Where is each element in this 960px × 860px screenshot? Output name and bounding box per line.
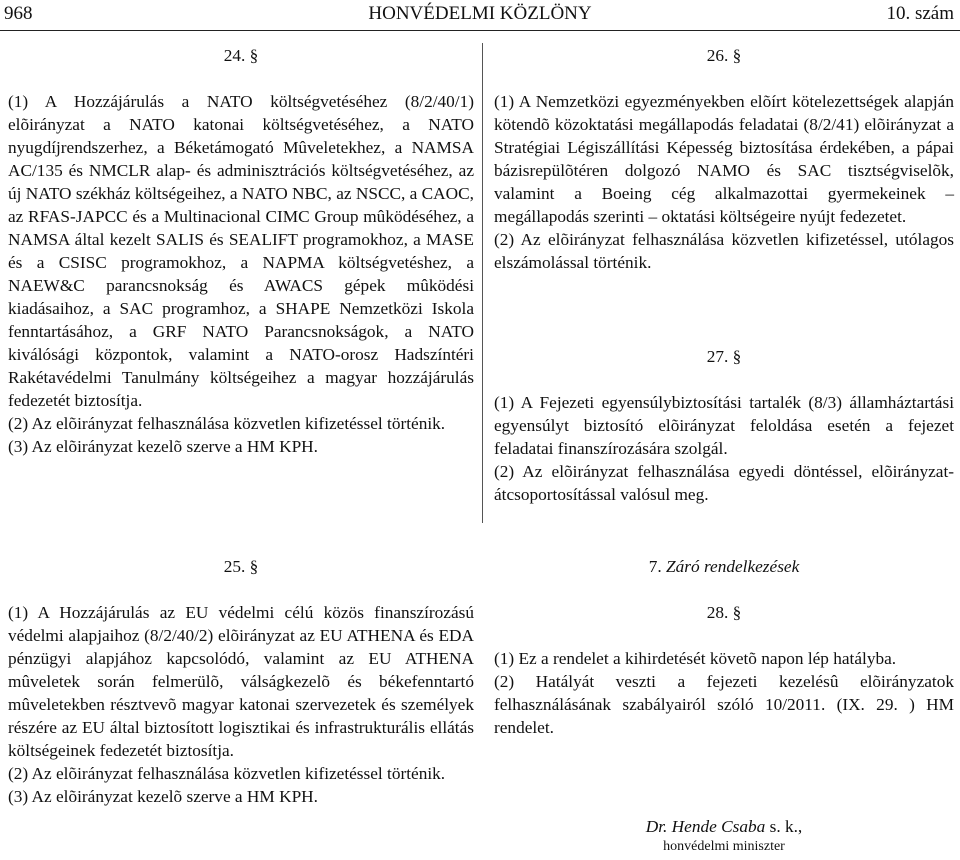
paragraph-1: (1) A Nemzetközi egyezményekben elõírt kötelezettségek alapján kötendõ közoktatási megállapodás feladatai (8/2/41) elõirányzat a Stratégiai Légiszállítási Képesség biztosítása érdekében, a pápai bázisrepülõtéren dolgozó NAMO és SAC tisztségviselõk, valamint a Boeing cég alkalmazottai gyermekeinek – megállapodás szerinti – oktatási költségeire nyújt fedezetet. <box>494 92 954 226</box>
section-27 <box>494 345 954 506</box>
chapter-title: Záró rendelkezések <box>666 557 800 576</box>
paragraph-2: (2) Az elõirányzat felhasználása közvetlen kifizetéssel, utólagos elszámolással történik. <box>494 230 954 272</box>
page-header <box>0 0 960 31</box>
issue-number: 10. szám <box>886 3 954 24</box>
paragraph-2: (2) Hatályát veszti a fejezeti kezelésû elõirányzatok felhasználásának szabályairól szóló 10/2011. (IX. 29. ) HM rendelet. <box>494 672 954 737</box>
section-title: 28. § <box>706 603 742 622</box>
paragraph-1: (1) A Fejezeti egyensúlybiztosítási tartalék (8/3) államháztartási egyensúlyt biztosító elõirányzat feloldása esetén a fejezet feladatai finanszírozására szolgál. <box>494 393 954 458</box>
section-title: 26. § <box>706 46 742 65</box>
chapter-heading <box>494 555 954 578</box>
section-26 <box>494 44 954 274</box>
section-24 <box>8 44 474 458</box>
section-25 <box>8 555 474 808</box>
paragraph-2: (2) Az elõirányzat felhasználása közvetlen kifizetéssel történik. <box>8 764 446 783</box>
signature-block <box>494 816 954 856</box>
paragraph-3: (3) Az elõirányzat kezelõ szerve a HM KPH. <box>8 437 318 456</box>
paragraph-1: (1) A Hozzájárulás az EU védelmi célú közös finanszírozású védelmi alapjaihoz (8/2/40/2) elõirányzat az EU ATHENA és EDA pénzügyi alapjához kapcsolódó, valamint az EU ATHENA mûveletek során felmerülõ, válságkezelõ és békefenntartó mûveletekben résztvevõ magyar katonai szervezetek és személyek részére az EU által biztosított logisztikai és infrastrukturális ellátás költségeinek fedezetét biztosítja. <box>8 603 474 760</box>
paragraph-2: (2) Az elõirányzat felhasználása közvetlen kifizetéssel történik. <box>8 414 446 433</box>
chapter-number: 7. <box>648 557 662 576</box>
section-title: 24. § <box>223 46 259 65</box>
paragraph-2: (2) Az elõirányzat felhasználása egyedi döntéssel, elõirányzat-átcsoportosítással valósul meg. <box>494 462 954 504</box>
signatory-role: honvédelmi miniszter <box>663 839 785 854</box>
page-number: 968 <box>4 3 33 24</box>
paragraph-1: (1) Ez a rendelet a kihirdetését követõ napon lép hatályba. <box>494 649 897 668</box>
paragraph-3: (3) Az elõirányzat kezelõ szerve a HM KPH. <box>8 787 318 806</box>
signature-line <box>494 816 954 838</box>
section-title: 27. § <box>706 347 742 366</box>
column-divider <box>482 43 483 523</box>
signatory-name: Dr. Hende Csaba <box>645 817 766 836</box>
section-title: 25. § <box>223 557 259 576</box>
paragraph-1: (1) A Hozzájárulás a NATO költségvetéséhez (8/2/40/1) elõirányzat a NATO katonai költségvetéséhez, a NATO nyugdíjrendszerhez, a Béketámogató Mûveletekhez, a NAMSA AC/135 és NMCLR alap- és adminisztrációs költségvetéséhez, az új NATO székház költségeihez, a NATO NBC, az NSCC, a CAOC, az RFAS-JAPCC és a Multinacional CIMC Group mûködéséhez, a NAMSA által kezelt SALIS és SEALIFT programokhoz, a MASE és a CSISC programokhoz, a NAPMA költségvetéshez, a NAEW&C parancsnokság és AWACS gépek mûködési kiadásaihoz, a SAC programhoz, a SHAPE Nemzetközi Iskola fenntartásához, a GRF NATO Parancsnokságok, a NATO kiválósági központok, valamint a NATO-orosz Hadszíntéri Rakétavédelmi Tanulmány költségeihez a magyar hozzájárulás fedezetét biztosítja. <box>8 92 474 410</box>
journal-title: HONVÉDELMI KÖZLÖNY <box>368 3 592 24</box>
signature-suffix: s. k., <box>769 817 803 836</box>
closing-provisions <box>494 555 954 739</box>
